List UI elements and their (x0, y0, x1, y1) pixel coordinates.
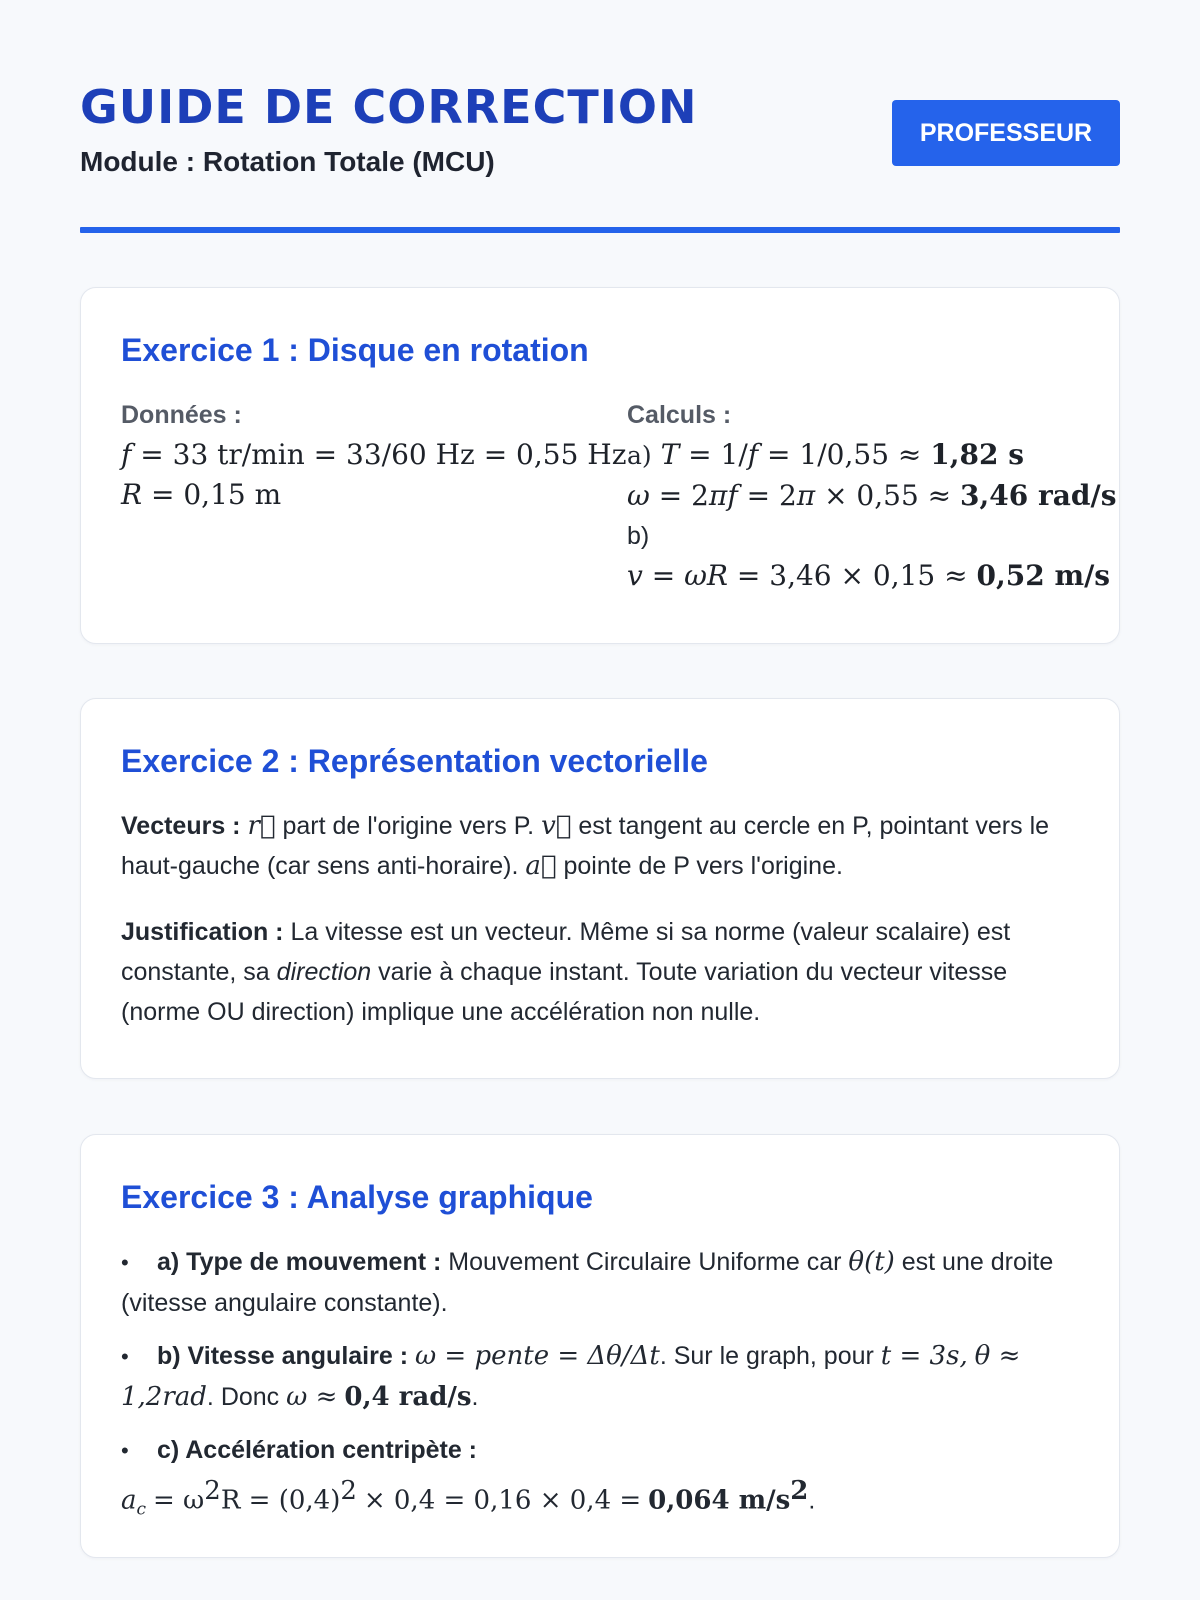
calculations-label: Calculs : (627, 401, 732, 429)
bullet-icon: • (121, 1344, 129, 1369)
centripetal-acceleration-answer: 0,064 m/s (648, 1485, 791, 1516)
period-equation: a) T = 1/f = 1/0,55 ≈ 1,82 s (627, 438, 1024, 471)
data-label: Données : (121, 401, 242, 429)
header-divider (80, 227, 1120, 233)
exercise-2-card (80, 698, 1120, 1079)
answer-item-a: • a) Type de mouvement : Mouvement Circulaire Uniforme car θ(t) est une droite (vitesse angulaire constante). (121, 1242, 1079, 1323)
page-subtitle: Module : Rotation Totale (MCU) (80, 146, 495, 177)
page-title: GUIDE DE CORRECTION (80, 80, 698, 134)
answer-item-b: • b) Vitesse angulaire : ω = pente = Δθ/Δt. Sur le graph, pour t = 3s, θ ≈ 1,2rad. Donc ω ≈ 0,4 rad/s. (121, 1336, 1079, 1417)
exercise-1-card (80, 287, 1120, 644)
direction-emphasis: direction (276, 958, 372, 986)
answer-item-c: • c) Accélération centripète : $a_c = \omega^2R = (0,4)^2 \times 0,4 = 0,16 \times 0,4 = 0,064$ $m/s^2$. (121, 1430, 1079, 1529)
angular-velocity-equation: ω = 2πf = 2π × 0,55 ≈ 3,46 rad/s (627, 479, 1117, 512)
professor-button[interactable]: PROFESSEUR (892, 100, 1120, 166)
exercise-3-card (80, 1134, 1120, 1558)
radius-equation: R = 0,15 m (121, 478, 282, 511)
bullet-icon: • (121, 1438, 129, 1463)
vectors-label: Vecteurs : (121, 812, 241, 840)
data-column (121, 395, 631, 515)
justification-paragraph: Justification : La vitesse est un vecteur. Même si sa norme (valeur scalaire) est constante, sa direction varie à chaque instant. Toute variation du vecteur vitesse (norme OU direction) implique une accélération non nulle. (121, 918, 1011, 1026)
vector-v-symbol: v⃗ (541, 811, 572, 841)
exercise-3-answers (121, 1242, 1079, 1529)
calculations-column (627, 395, 1147, 596)
linear-velocity-result: 0,52 m/s (976, 559, 1111, 592)
part-b-label: b) (627, 522, 650, 550)
page-header (80, 0, 1120, 234)
exercise-2-title: Exercice 2 : Représentation vectorielle (121, 743, 708, 779)
vector-r-symbol: r⃗ (247, 811, 276, 841)
justification-label: Justification : (121, 918, 284, 946)
bullet-icon: • (121, 1250, 129, 1275)
vector-a-symbol: a⃗ (525, 851, 557, 881)
exercise-1-columns (121, 395, 1117, 595)
period-result: 1,82 s (930, 438, 1024, 471)
angular-velocity-answer: 0,4 rad/s (344, 1382, 472, 1412)
angular-velocity-result: 3,46 rad/s (960, 479, 1117, 512)
exercise-1-title: Exercice 1 : Disque en rotation (121, 332, 589, 368)
exercise-3-title: Exercice 3 : Analyse graphique (121, 1179, 593, 1215)
frequency-equation: f = 33 tr/min = 33/60 Hz = 0,55 Hz (121, 438, 627, 471)
vectors-paragraph: Vecteurs : r⃗ part de l'origine vers P. v⃗ est tangent au cercle en P, pointant vers le haut-gauche (car sens anti-horaire). a⃗ pointe de P vers l'origine. (121, 811, 1050, 881)
linear-velocity-equation: v = ωR = 3,46 × 0,15 ≈ 0,52 m/s (627, 559, 1111, 592)
